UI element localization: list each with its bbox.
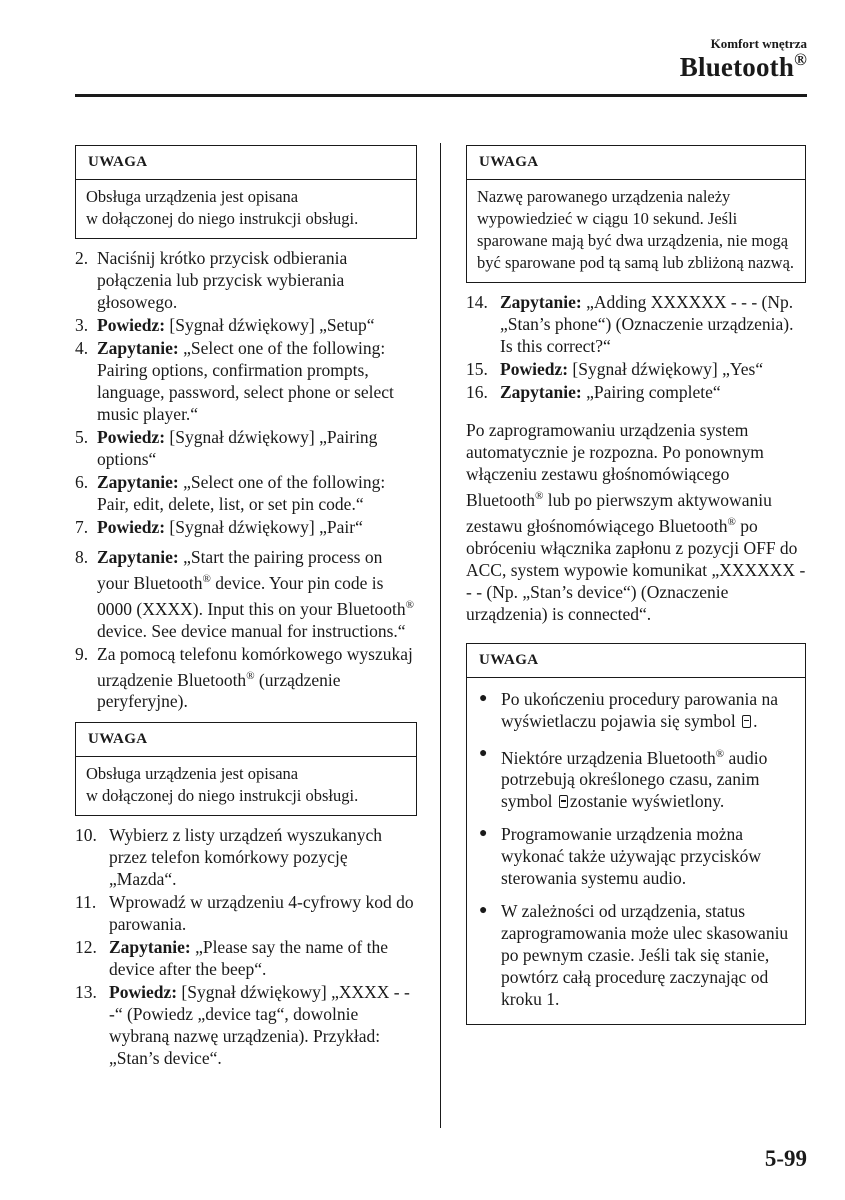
note-body: Obsługa urządzenia jest opisana w dołączonej do niego instrukcji obsługi. — [86, 764, 359, 806]
page-number: 5-99 — [764, 1146, 807, 1171]
step-item: 15. Powiedz: [Sygnał dźwiękowy] „Yes“ — [466, 359, 764, 379]
step-item: 11. Wprowadź w urządzeniu 4-cyfrowy kod do parowania. — [75, 892, 414, 935]
step-item: 7. Powiedz: [Sygnał dźwiękowy] „Pair“ — [75, 517, 363, 537]
note-box — [75, 145, 417, 239]
note-box — [466, 145, 806, 283]
section-title: Komfort wnętrza — [710, 36, 807, 51]
bullet-list — [467, 678, 805, 1025]
page-title: Bluetooth® — [679, 50, 807, 82]
note-heading: UWAGA — [467, 146, 805, 180]
step-list — [466, 291, 806, 403]
step-item: 14. Zapytanie: „Adding XXXXXX - - - (Np. „Stan’s phone“) (Oznaczenie urządzenia). Is this correct?“ — [466, 292, 794, 356]
bluetooth-connected-icon — [559, 795, 568, 808]
note-box — [466, 643, 806, 1026]
bullet-item: ● Niektóre urządzenia Bluetooth® audio potrzebują określonego czasu, zanim symbol zostanie wyświetlony. — [479, 745, 768, 812]
step-item: 16. Zapytanie: „Pairing complete“ — [466, 382, 721, 402]
step-item: 13. Powiedz: [Sygnał dźwiękowy] „XXXX - - -“ (Powiedz „device tag“, dowolnie wybraną nazwę urządzenia). Przykład: „Stan’s device“. — [75, 982, 410, 1069]
step-item: 2. Naciśnij krótko przycisk odbierania połączenia lub przycisk wybierania głosowego. — [75, 248, 348, 312]
step-item: 4. Zapytanie: „Select one of the following: Pairing options, confirmation prompts, language, password, select phone or select music player.“ — [75, 338, 394, 424]
step-item: 6. Zapytanie: „Select one of the following: Pair, edit, delete, list, or set pin code.“ — [75, 472, 386, 514]
step-item: 8. Zapytanie: „Start the pairing process on your Bluetooth® device. Your pin code is 0000 (XXXX). Input this on your Bluetooth® device. See device manual for instructions.“ — [75, 547, 415, 641]
step-item: 3. Powiedz: [Sygnał dźwiękowy] „Setup“ — [75, 315, 375, 335]
step-item: 5. Powiedz: [Sygnał dźwiękowy] „Pairing options“ — [75, 427, 378, 469]
right-column — [466, 145, 806, 1025]
note-body: Nazwę parowanego urządzenia należy wypowiedzieć w ciągu 10 sekund. Jeśli sparowane mają być dwa urządzenia, nie mogą być sparowane pod tą samą lub zbliżoną nazwą. — [477, 187, 795, 272]
note-box — [75, 722, 417, 816]
bullet-item: ● W zależności od urządzenia, status zaprogramowania może ulec skasowaniu po pewnym czasie. Jeśli tak się stanie, powtórz całą procedurę zaczynając od kroku 1. — [479, 901, 789, 1010]
column-divider — [440, 143, 441, 1128]
left-column — [75, 145, 417, 1077]
step-item: 12. Zapytanie: „Please say the name of the device after the beep“. — [75, 937, 388, 980]
step-list — [75, 824, 417, 1069]
note-heading: UWAGA — [467, 644, 805, 678]
bullet-item: ● Programowanie urządzenia można wykonać także używając przycisków sterowania systemu audio. — [479, 824, 761, 889]
body-paragraph: Po zaprogramowaniu urządzenia system automatycznie je rozpozna. Po ponownym włączeniu zestawu głośnomówiącego Bluetooth® lub po pierwszym aktywowaniu zestawu głośnomówiącego Bluetooth® po obróceniu włącznika zapłonu z pozycji OFF do ACC, system wypowie komunikat „XXXXXX - - - (Np. „Stan’s device“) (Oznaczenie urządzenia) is connected“. — [466, 420, 806, 624]
header-rule — [75, 94, 807, 97]
step-item: 9. Za pomocą telefonu komórkowego wyszukaj urządzenie Bluetooth® (urządzenie peryferyjne). — [75, 643, 413, 712]
bluetooth-connected-icon — [742, 715, 751, 728]
step-list — [75, 247, 417, 538]
step-item: 10. Wybierz z listy urządzeń wyszukanych przez telefon komórkowy pozycję „Mazda“. — [75, 825, 383, 890]
note-heading: UWAGA — [76, 146, 416, 180]
note-heading: UWAGA — [76, 723, 416, 757]
note-body: Obsługa urządzenia jest opisana w dołączonej do niego instrukcji obsługi. — [86, 187, 359, 228]
bullet-item: ● Po ukończeniu procedury parowania na wyświetlaczu pojawia się symbol . — [479, 688, 778, 731]
